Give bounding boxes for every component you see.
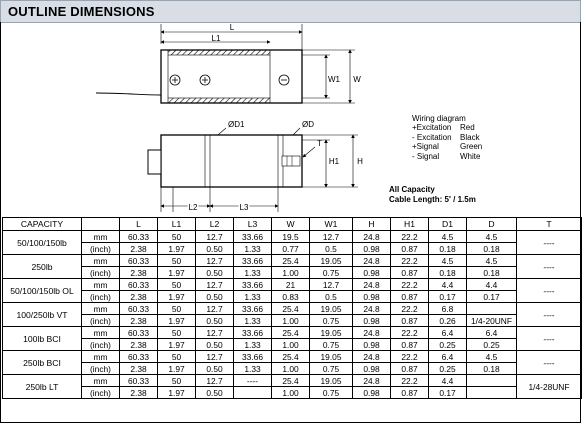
- value-cell: 1.33: [234, 315, 272, 327]
- capacity-cell: 250lb LT: [3, 375, 82, 399]
- value-cell: 1.00: [272, 315, 310, 327]
- value-cell: 50: [158, 375, 196, 387]
- value-cell: 60.33: [120, 327, 158, 339]
- label-t: T: [317, 139, 322, 148]
- value-cell: 24.8: [353, 231, 391, 243]
- value-cell: 4.5: [429, 255, 467, 267]
- value-cell: 0.75: [310, 267, 353, 279]
- value-cell: 22.2: [391, 351, 429, 363]
- value-cell: 0.87: [391, 243, 429, 255]
- value-cell: 33.66: [234, 279, 272, 291]
- value-cell: 24.8: [353, 327, 391, 339]
- header-cell: L1: [158, 218, 196, 231]
- unit-cell: (inch): [82, 363, 120, 375]
- value-cell: 2.38: [120, 339, 158, 351]
- header-cell: H1: [391, 218, 429, 231]
- value-cell: 4.5: [467, 351, 517, 363]
- t-cell: ----: [517, 351, 582, 375]
- value-cell: 12.7: [196, 375, 234, 387]
- value-cell: 1.00: [272, 363, 310, 375]
- value-cell: 19.05: [310, 327, 353, 339]
- value-cell: 0.5: [310, 291, 353, 303]
- value-cell: 1/4-20UNF: [467, 315, 517, 327]
- value-cell: 0.98: [353, 387, 391, 399]
- table-row: [3, 279, 582, 291]
- value-cell: 4.5: [429, 231, 467, 243]
- table-row: [3, 243, 582, 255]
- unit-cell: (inch): [82, 243, 120, 255]
- value-cell: 1.97: [158, 267, 196, 279]
- unit-cell: mm: [82, 327, 120, 339]
- value-cell: 0.50: [196, 315, 234, 327]
- value-cell: 0.98: [353, 243, 391, 255]
- value-cell: 0.25: [429, 363, 467, 375]
- value-cell: 1.97: [158, 243, 196, 255]
- value-cell: 0.50: [196, 267, 234, 279]
- value-cell: 0.50: [196, 363, 234, 375]
- t-cell: ----: [517, 327, 582, 351]
- header-cell: D: [467, 218, 517, 231]
- value-cell: 2.38: [120, 387, 158, 399]
- unit-cell: mm: [82, 255, 120, 267]
- unit-cell: (inch): [82, 315, 120, 327]
- value-cell: [467, 387, 517, 399]
- value-cell: 12.7: [310, 279, 353, 291]
- header-cell: W: [272, 218, 310, 231]
- unit-cell: (inch): [82, 267, 120, 279]
- unit-cell: mm: [82, 231, 120, 243]
- value-cell: 0.83: [272, 291, 310, 303]
- hatch-bottom: [168, 98, 270, 103]
- label-l3: L3: [239, 203, 249, 212]
- value-cell: 0.25: [429, 339, 467, 351]
- value-cell: 1.97: [158, 291, 196, 303]
- top-view: [96, 23, 361, 103]
- value-cell: 0.18: [467, 363, 517, 375]
- value-cell: 0.75: [310, 315, 353, 327]
- value-cell: 1.00: [272, 339, 310, 351]
- table-row: [3, 387, 582, 399]
- value-cell: 0.87: [391, 291, 429, 303]
- value-cell: 19.05: [310, 375, 353, 387]
- value-cell: 0.26: [429, 315, 467, 327]
- value-cell: 12.7: [196, 255, 234, 267]
- table-row: [3, 315, 582, 327]
- value-cell: 2.38: [120, 267, 158, 279]
- dimensions-table: [2, 217, 582, 399]
- value-cell: 22.2: [391, 375, 429, 387]
- value-cell: [467, 303, 517, 315]
- cable-strain-relief: [148, 150, 161, 174]
- label-l1: L1: [211, 34, 221, 43]
- value-cell: 60.33: [120, 351, 158, 363]
- value-cell: 1.97: [158, 315, 196, 327]
- value-cell: 50: [158, 327, 196, 339]
- header-cell: [82, 218, 120, 231]
- label-h: H: [357, 157, 363, 166]
- header-cell: W1: [310, 218, 353, 231]
- value-cell: 24.8: [353, 375, 391, 387]
- side-view: [148, 120, 363, 212]
- load-cell-body-side: [161, 135, 302, 187]
- value-cell: 4.4: [467, 279, 517, 291]
- value-cell: 12.7: [196, 327, 234, 339]
- value-cell: 50: [158, 351, 196, 363]
- header-cell: CAPACITY: [3, 218, 82, 231]
- value-cell: 22.2: [391, 279, 429, 291]
- value-cell: 0.98: [353, 267, 391, 279]
- value-cell: 0.87: [391, 363, 429, 375]
- value-cell: 60.33: [120, 375, 158, 387]
- unit-cell: mm: [82, 279, 120, 291]
- value-cell: 4.4: [429, 279, 467, 291]
- value-cell: 50: [158, 255, 196, 267]
- value-cell: 19.05: [310, 255, 353, 267]
- label-l: L: [229, 23, 235, 32]
- value-cell: 2.38: [120, 243, 158, 255]
- value-cell: 24.8: [353, 279, 391, 291]
- unit-cell: (inch): [82, 339, 120, 351]
- value-cell: 2.38: [120, 315, 158, 327]
- value-cell: 1.33: [234, 243, 272, 255]
- value-cell: 6.8: [429, 303, 467, 315]
- value-cell: 2.38: [120, 291, 158, 303]
- value-cell: 6.4: [467, 327, 517, 339]
- value-cell: 22.2: [391, 303, 429, 315]
- label-l2: L2: [188, 203, 198, 212]
- wiring-row: +Excitation Red: [412, 123, 475, 133]
- value-cell: 0.17: [467, 291, 517, 303]
- capacity-cell: 100/250lb VT: [3, 303, 82, 327]
- value-cell: 22.2: [391, 255, 429, 267]
- value-cell: 2.38: [120, 363, 158, 375]
- outline-drawing: [0, 22, 581, 217]
- value-cell: 60.33: [120, 279, 158, 291]
- value-cell: 25.4: [272, 255, 310, 267]
- value-cell: 50: [158, 231, 196, 243]
- value-cell: 0.75: [310, 339, 353, 351]
- wiring-diagram: [412, 114, 482, 161]
- value-cell: 60.33: [120, 231, 158, 243]
- value-cell: 0.98: [353, 363, 391, 375]
- table-header-row: [3, 218, 582, 231]
- header-cell: L: [120, 218, 158, 231]
- value-cell: 24.8: [353, 303, 391, 315]
- table-row: [3, 303, 582, 315]
- value-cell: 0.18: [429, 243, 467, 255]
- table-row: [3, 327, 582, 339]
- table-row: [3, 339, 582, 351]
- value-cell: 19.05: [310, 303, 353, 315]
- value-cell: 0.18: [429, 267, 467, 279]
- cable-top-view: [96, 93, 161, 95]
- t-cell: ----: [517, 231, 582, 255]
- hatch-top: [168, 50, 270, 55]
- label-w: W: [353, 75, 361, 84]
- value-cell: 24.8: [353, 351, 391, 363]
- value-cell: 1.97: [158, 363, 196, 375]
- value-cell: 0.87: [391, 267, 429, 279]
- wiring-row: +Signal Green: [412, 142, 483, 152]
- value-cell: 0.50: [196, 339, 234, 351]
- t-cell: ----: [517, 255, 582, 279]
- label-d: ØD: [302, 120, 314, 129]
- value-cell: 1.00: [272, 387, 310, 399]
- value-cell: 1.33: [234, 267, 272, 279]
- header-cell: L3: [234, 218, 272, 231]
- table-row: [3, 351, 582, 363]
- value-cell: 0.87: [391, 339, 429, 351]
- value-cell: 4.5: [467, 255, 517, 267]
- value-cell: 0.5: [310, 243, 353, 255]
- value-cell: 1.97: [158, 387, 196, 399]
- value-cell: 33.66: [234, 231, 272, 243]
- value-cell: [234, 387, 272, 399]
- value-cell: 25.4: [272, 375, 310, 387]
- value-cell: 0.98: [353, 291, 391, 303]
- value-cell: 0.17: [429, 387, 467, 399]
- value-cell: 0.17: [429, 291, 467, 303]
- value-cell: 12.7: [310, 231, 353, 243]
- header-cell: H: [353, 218, 391, 231]
- unit-cell: mm: [82, 351, 120, 363]
- capacity-cell: 250lb: [3, 255, 82, 279]
- value-cell: 0.50: [196, 387, 234, 399]
- capacity-cell: 250lb BCI: [3, 351, 82, 375]
- capacity-cell: 50/100/150lb: [3, 231, 82, 255]
- value-cell: 1.33: [234, 291, 272, 303]
- table-row: [3, 255, 582, 267]
- value-cell: 0.77: [272, 243, 310, 255]
- value-cell: 33.66: [234, 351, 272, 363]
- value-cell: 0.98: [353, 339, 391, 351]
- value-cell: 0.50: [196, 243, 234, 255]
- value-cell: ----: [234, 375, 272, 387]
- header-cell: L2: [196, 218, 234, 231]
- value-cell: 50: [158, 303, 196, 315]
- label-d1: ØD1: [228, 120, 245, 129]
- header-cell: D1: [429, 218, 467, 231]
- value-cell: 0.50: [196, 291, 234, 303]
- value-cell: 25.4: [272, 351, 310, 363]
- value-cell: 12.7: [196, 279, 234, 291]
- capacity-cell: 50/100/150lb OL: [3, 279, 82, 303]
- value-cell: [467, 375, 517, 387]
- wiring-row: - Signal White: [412, 151, 481, 161]
- value-cell: 0.98: [353, 315, 391, 327]
- value-cell: 0.75: [310, 363, 353, 375]
- value-cell: 1.33: [234, 363, 272, 375]
- value-cell: 33.66: [234, 327, 272, 339]
- value-cell: 6.4: [429, 351, 467, 363]
- value-cell: 22.2: [391, 231, 429, 243]
- value-cell: 33.66: [234, 255, 272, 267]
- wiring-row: - Excitation Black: [412, 132, 480, 142]
- value-cell: 4.5: [467, 231, 517, 243]
- label-h1: H1: [328, 157, 340, 166]
- t-cell: ----: [517, 279, 582, 303]
- value-cell: 21: [272, 279, 310, 291]
- table-row: [3, 375, 582, 387]
- table-row: [3, 267, 582, 279]
- value-cell: 25.4: [272, 327, 310, 339]
- value-cell: 12.7: [196, 351, 234, 363]
- value-cell: 0.87: [391, 387, 429, 399]
- value-cell: 25.4: [272, 303, 310, 315]
- value-cell: 12.7: [196, 303, 234, 315]
- value-cell: 0.87: [391, 315, 429, 327]
- value-cell: 4.4: [429, 375, 467, 387]
- value-cell: 1.33: [234, 339, 272, 351]
- t-cell: ----: [517, 303, 582, 327]
- value-cell: 60.33: [120, 303, 158, 315]
- t-cell: 1/4-28UNF: [517, 375, 582, 399]
- table-row: [3, 291, 582, 303]
- value-cell: 24.8: [353, 255, 391, 267]
- value-cell: 60.33: [120, 255, 158, 267]
- table-row: [3, 231, 582, 243]
- wiring-title: Wiring diagram: [412, 114, 466, 123]
- unit-cell: (inch): [82, 387, 120, 399]
- capacity-note: All Capacity Cable Length: 5' / 1.5m: [389, 185, 476, 204]
- value-cell: 19.05: [310, 351, 353, 363]
- capacity-cell: 100lb BCI: [3, 327, 82, 351]
- value-cell: 0.18: [467, 243, 517, 255]
- value-cell: 33.66: [234, 303, 272, 315]
- value-cell: 1.97: [158, 339, 196, 351]
- unit-cell: mm: [82, 375, 120, 387]
- header-cell: T: [517, 218, 582, 231]
- value-cell: 22.2: [391, 327, 429, 339]
- table-row: [3, 363, 582, 375]
- value-cell: 0.25: [467, 339, 517, 351]
- value-cell: 12.7: [196, 231, 234, 243]
- value-cell: 50: [158, 279, 196, 291]
- title-bar: [0, 0, 581, 23]
- value-cell: 6.4: [429, 327, 467, 339]
- value-cell: 1.00: [272, 267, 310, 279]
- unit-cell: (inch): [82, 291, 120, 303]
- label-w1: W1: [328, 75, 340, 84]
- value-cell: 0.75: [310, 387, 353, 399]
- value-cell: 0.18: [467, 267, 517, 279]
- value-cell: 19.5: [272, 231, 310, 243]
- page-title: OUTLINE DIMENSIONS: [8, 4, 155, 19]
- unit-cell: mm: [82, 303, 120, 315]
